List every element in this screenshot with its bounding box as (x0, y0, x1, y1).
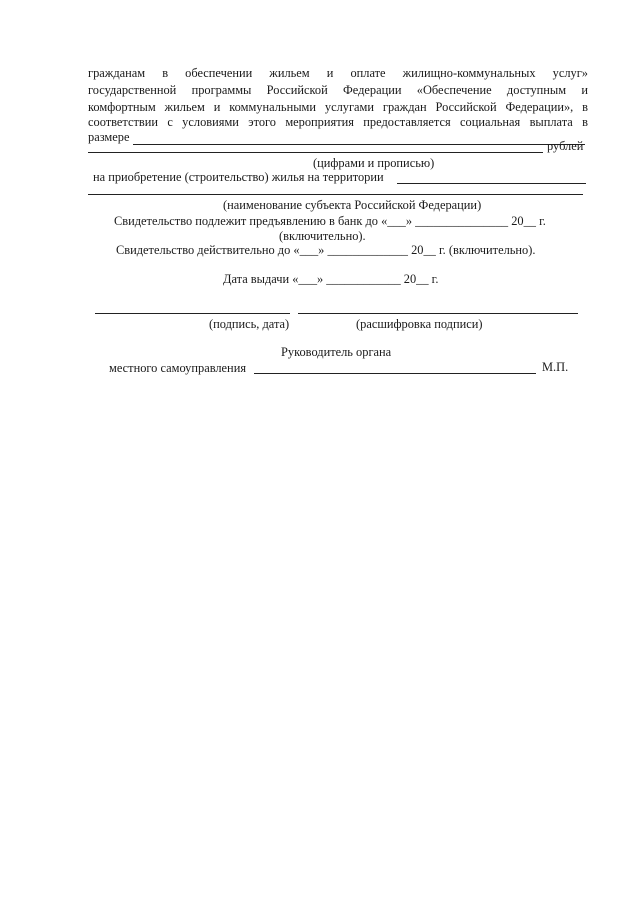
signature-caption: (подпись, дата) (209, 317, 290, 331)
signature-decode-line (298, 313, 578, 314)
territory-label: на приобретение (строительство) жилья на территории (93, 170, 384, 184)
paragraph-line-3: комфортным жильем и коммунальными услугами граждан Российской Федерации», в (88, 100, 588, 114)
amount-label: размере (88, 130, 130, 144)
head-title: Руководитель органа (281, 345, 392, 359)
territory-caption: (наименование субъекта Российской Федерации) (223, 198, 482, 212)
bank-presentation-inclusive: (включительно). (279, 229, 366, 243)
issue-date-text: Дата выдачи «___» ____________ 20__ г. (223, 272, 439, 286)
currency-label: рублей (547, 139, 584, 153)
paragraph-line-4: соответствии с условиями этого мероприятия предоставляется социальная выплата в (88, 115, 588, 129)
stamp-label: М.П. (542, 360, 569, 374)
amount-line-1 (133, 144, 585, 145)
territory-line-1 (397, 183, 586, 184)
signature-decode-caption: (расшифровка подписи) (356, 317, 483, 331)
paragraph-line-2: государственной программы Российской Федерации «Обеспечение доступным и (88, 83, 588, 97)
paragraph-line-1: гражданам в обеспечении жильем и оплате жилищно-коммунальных услуг» (88, 66, 588, 80)
amount-line-2 (88, 152, 543, 153)
head-label: местного самоуправления (109, 361, 247, 375)
validity-text: Свидетельство действительно до «___» _____________ 20__ г. (включительно). (116, 243, 536, 257)
head-signature-line (254, 373, 536, 374)
amount-caption: (цифрами и прописью) (313, 156, 435, 170)
bank-presentation-text: Свидетельство подлежит предъявлению в банк до «___» _______________ 20__ г. (114, 214, 546, 228)
territory-line-2 (88, 194, 583, 195)
signature-line (95, 313, 290, 314)
